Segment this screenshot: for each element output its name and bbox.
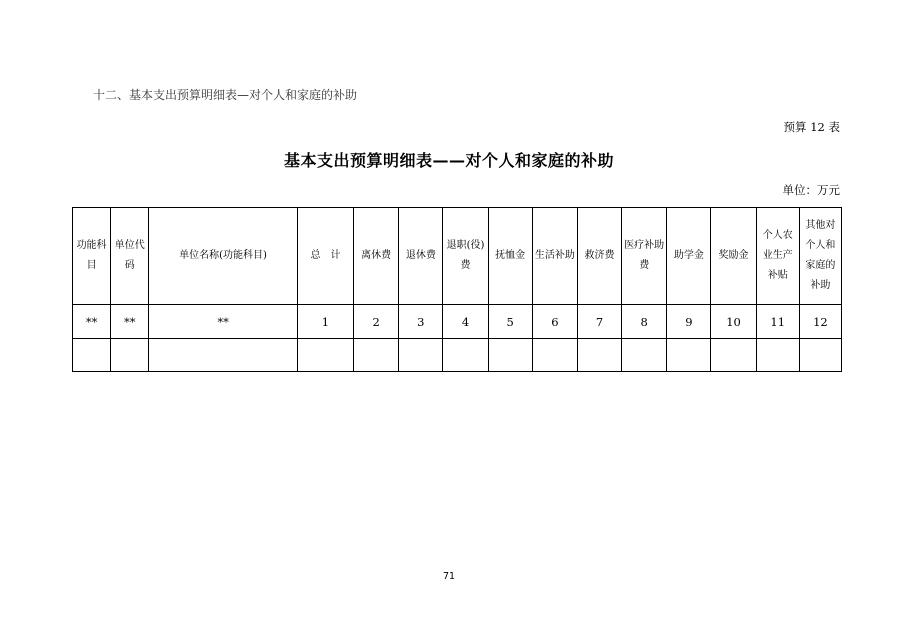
data-cell	[667, 339, 711, 372]
table-number: 预算 12 表	[783, 120, 840, 134]
data-cell	[297, 339, 353, 372]
header-cell: 离休费	[354, 208, 399, 305]
header-cell: 医疗补助费	[622, 208, 667, 305]
data-cell	[149, 339, 298, 372]
header-cell: 总 计	[297, 208, 353, 305]
header-cell: 助学金	[667, 208, 711, 305]
data-row	[73, 339, 842, 372]
data-cell	[443, 339, 488, 372]
data-cell	[354, 339, 399, 372]
data-cell	[711, 339, 756, 372]
budget-table	[72, 207, 842, 372]
code-cell: 10	[711, 305, 756, 339]
data-cell	[111, 339, 149, 372]
data-cell	[73, 339, 111, 372]
code-cell: 6	[532, 305, 577, 339]
header-cell: 单位名称(功能科目)	[149, 208, 298, 305]
header-cell: 个人农业生产补贴	[756, 208, 799, 305]
code-cell: **	[111, 305, 149, 339]
code-cell: **	[73, 305, 111, 339]
code-cell: 8	[622, 305, 667, 339]
code-cell: 11	[756, 305, 799, 339]
header-cell: 其他对个人和家庭的补助	[799, 208, 841, 305]
header-cell: 功能科目	[73, 208, 111, 305]
code-cell: 5	[488, 305, 532, 339]
code-cell: 4	[443, 305, 488, 339]
unit-label: 单位：万元	[782, 183, 840, 197]
document-title: 基本支出预算明细表——对个人和家庭的补助	[283, 151, 614, 170]
data-cell	[532, 339, 577, 372]
header-cell: 退休费	[399, 208, 443, 305]
code-cell: 12	[799, 305, 841, 339]
code-cell: 1	[297, 305, 353, 339]
header-cell: 救济费	[577, 208, 621, 305]
code-cell: 2	[354, 305, 399, 339]
header-cell: 抚恤金	[488, 208, 532, 305]
section-heading: 十二、基本支出预算明细表—对个人和家庭的补助	[93, 88, 358, 102]
header-cell: 单位代码	[111, 208, 149, 305]
header-cell: 退职(役)费	[443, 208, 488, 305]
data-cell	[577, 339, 621, 372]
code-cell: 7	[577, 305, 621, 339]
data-cell	[488, 339, 532, 372]
data-cell	[799, 339, 841, 372]
data-cell	[399, 339, 443, 372]
code-cell: 9	[667, 305, 711, 339]
header-row	[73, 208, 842, 305]
data-cell	[756, 339, 799, 372]
header-cell: 奖励金	[711, 208, 756, 305]
page-number: 71	[442, 571, 456, 582]
code-row	[73, 305, 842, 339]
code-cell: **	[149, 305, 298, 339]
data-cell	[622, 339, 667, 372]
header-cell: 生活补助	[532, 208, 577, 305]
code-cell: 3	[399, 305, 443, 339]
